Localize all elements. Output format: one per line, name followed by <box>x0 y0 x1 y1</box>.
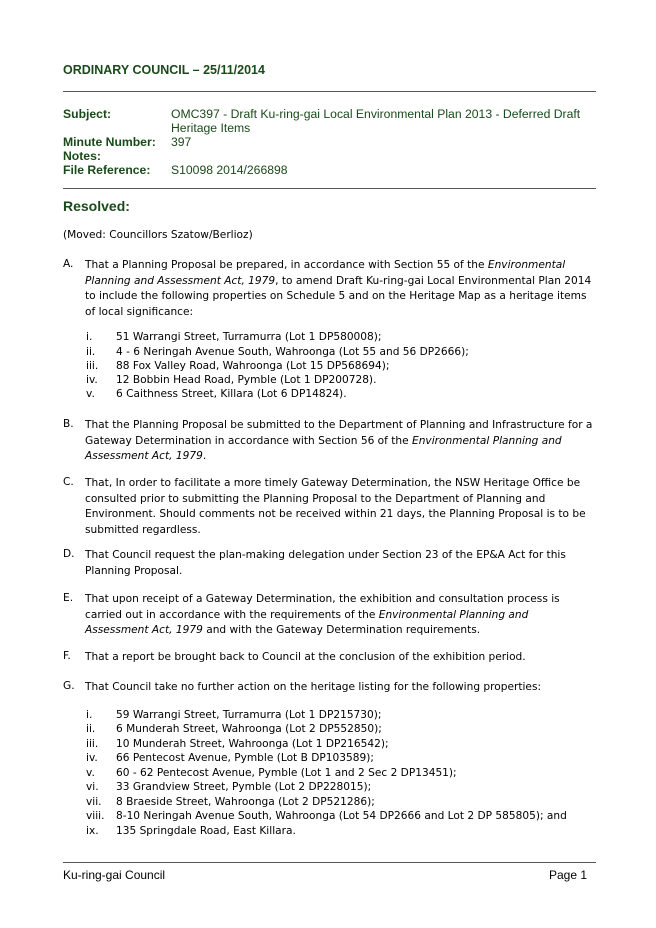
list-number: i. <box>86 331 93 343</box>
list-number: v. <box>86 388 95 400</box>
act-title-italic: Environmental Planning and Assessment Act, 1979 <box>85 434 562 462</box>
list-number: ix. <box>86 825 99 837</box>
list-number: ii. <box>86 346 96 358</box>
list-number: vi. <box>86 781 99 793</box>
footer-divider <box>63 862 596 863</box>
document-header-title: ORDINARY COUNCIL – 25/11/2014 <box>63 63 265 77</box>
item-text-part: That upon receipt of a Gateway Determination, the exhibition and consultation process is carried out in accordance with the requirements of the <box>85 593 560 621</box>
list-text: 6 Caithness Street, Killara (Lot 6 DP14824). <box>116 388 347 400</box>
moved-by-note: (Moved: Councillors Szatow/Berlioz) <box>63 229 253 241</box>
item-letter: B. <box>63 418 74 430</box>
list-text: 60 - 62 Pentecost Avenue, Pymble (Lot 1 and 2 Sec 2 DP13451); <box>116 767 457 779</box>
list-text: 8-10 Neringah Avenue South, Wahroonga (Lot 54 DP2666 and Lot 2 DP 585805); and <box>116 810 567 822</box>
item-letter: C. <box>63 476 74 488</box>
list-text: 66 Pentecost Avenue, Pymble (Lot B DP103589); <box>116 752 374 764</box>
item-text <box>85 592 595 639</box>
list-number: v. <box>86 767 95 779</box>
subject-label: Subject: <box>63 107 112 121</box>
list-text: 8 Braeside Street, Wahroonga (Lot 2 DP521286); <box>116 796 375 808</box>
list-text: 88 Fox Valley Road, Wahroonga (Lot 15 DP568694); <box>116 360 390 372</box>
list-number: vii. <box>86 796 102 808</box>
list-number: iv. <box>86 752 98 764</box>
item-text <box>85 418 595 465</box>
item-letter: E. <box>63 592 74 604</box>
item-text-part: . <box>202 450 207 462</box>
list-text: 51 Warrangi Street, Turramurra (Lot 1 DP580008); <box>116 331 382 343</box>
list-text: 33 Grandview Street, Pymble (Lot 2 DP228015); <box>116 781 372 793</box>
item-text <box>85 258 595 320</box>
list-text: 135 Springdale Road, East Killara. <box>116 825 296 837</box>
list-number: ii. <box>86 723 96 735</box>
header-divider <box>63 91 596 92</box>
item-text: That Council request the plan-making delegation under Section 23 of the EP&A Act for this Planning Proposal. <box>85 549 566 577</box>
minute-number-label: Minute Number: <box>63 135 156 149</box>
list-number: viii. <box>86 810 105 822</box>
list-text: 6 Munderah Street, Wahroonga (Lot 2 DP552850); <box>116 723 382 735</box>
act-title-italic: Environmental Planning and Assessment Act, 1979 <box>85 608 529 636</box>
item-text: That, In order to facilitate a more timely Gateway Determination, the NSW Heritage Office be consulted prior to submitting the Planning Proposal to the Department of Planning and Environment. Should comments not be received within 21 days, the Planning Proposal is to be submitted regardless. <box>85 477 586 536</box>
list-number: iii. <box>86 360 99 372</box>
item-letter: A. <box>63 258 74 270</box>
minute-number-value: 397 <box>171 135 192 149</box>
notes-label: Notes: <box>63 149 101 163</box>
item-text-part: That the Planning Proposal be submitted to the Department of Planning and Infrastructure for a Gateway Determination in accordance with Section 56 of the <box>85 419 593 447</box>
item-letter: D. <box>63 548 75 560</box>
item-text-part: That a Planning Proposal be prepared, in accordance with Section 55 of the <box>85 259 488 271</box>
item-text: That Council take no further action on the heritage listing for the following properties: <box>85 681 542 693</box>
list-number: iii. <box>86 738 99 750</box>
item-text-part: , to amend Draft Ku-ring-gai Local Environmental Plan 2014 to include the following properties on Schedule 5 and on the Heritage Map as a heritage items of local significance: <box>85 274 592 318</box>
subject-value: OMC397 - Draft Ku-ring-gai Local Environmental Plan 2013 - Deferred Draft Heritage Items <box>171 107 581 135</box>
list-number: i. <box>86 709 93 721</box>
list-text: 12 Bobbin Head Road, Pymble (Lot 1 DP200728). <box>116 374 377 386</box>
list-number: iv. <box>86 374 98 386</box>
item-text-part: and with the Gateway Determination requirements. <box>202 624 481 636</box>
item-letter: G. <box>63 680 75 692</box>
file-reference-label: File Reference: <box>63 163 151 177</box>
footer-organisation: Ku-ring-gai Council <box>63 868 166 882</box>
item-text: That a report be brought back to Council at the conclusion of the exhibition period. <box>85 651 526 663</box>
file-reference-value: S10098 2014/266898 <box>171 163 288 177</box>
list-text: 59 Warrangi Street, Turramurra (Lot 1 DP215730); <box>116 709 382 721</box>
page-number: Page 1 <box>549 868 588 882</box>
metadata-divider <box>63 188 596 189</box>
resolved-heading: Resolved: <box>63 198 130 214</box>
list-text: 4 - 6 Neringah Avenue South, Wahroonga (Lot 55 and 56 DP2666); <box>116 346 469 358</box>
list-text: 10 Munderah Street, Wahroonga (Lot 1 DP216542); <box>116 738 389 750</box>
item-letter: F. <box>63 650 71 662</box>
act-title-italic: Environmental Planning and Assessment Act, 1979 <box>85 259 566 287</box>
